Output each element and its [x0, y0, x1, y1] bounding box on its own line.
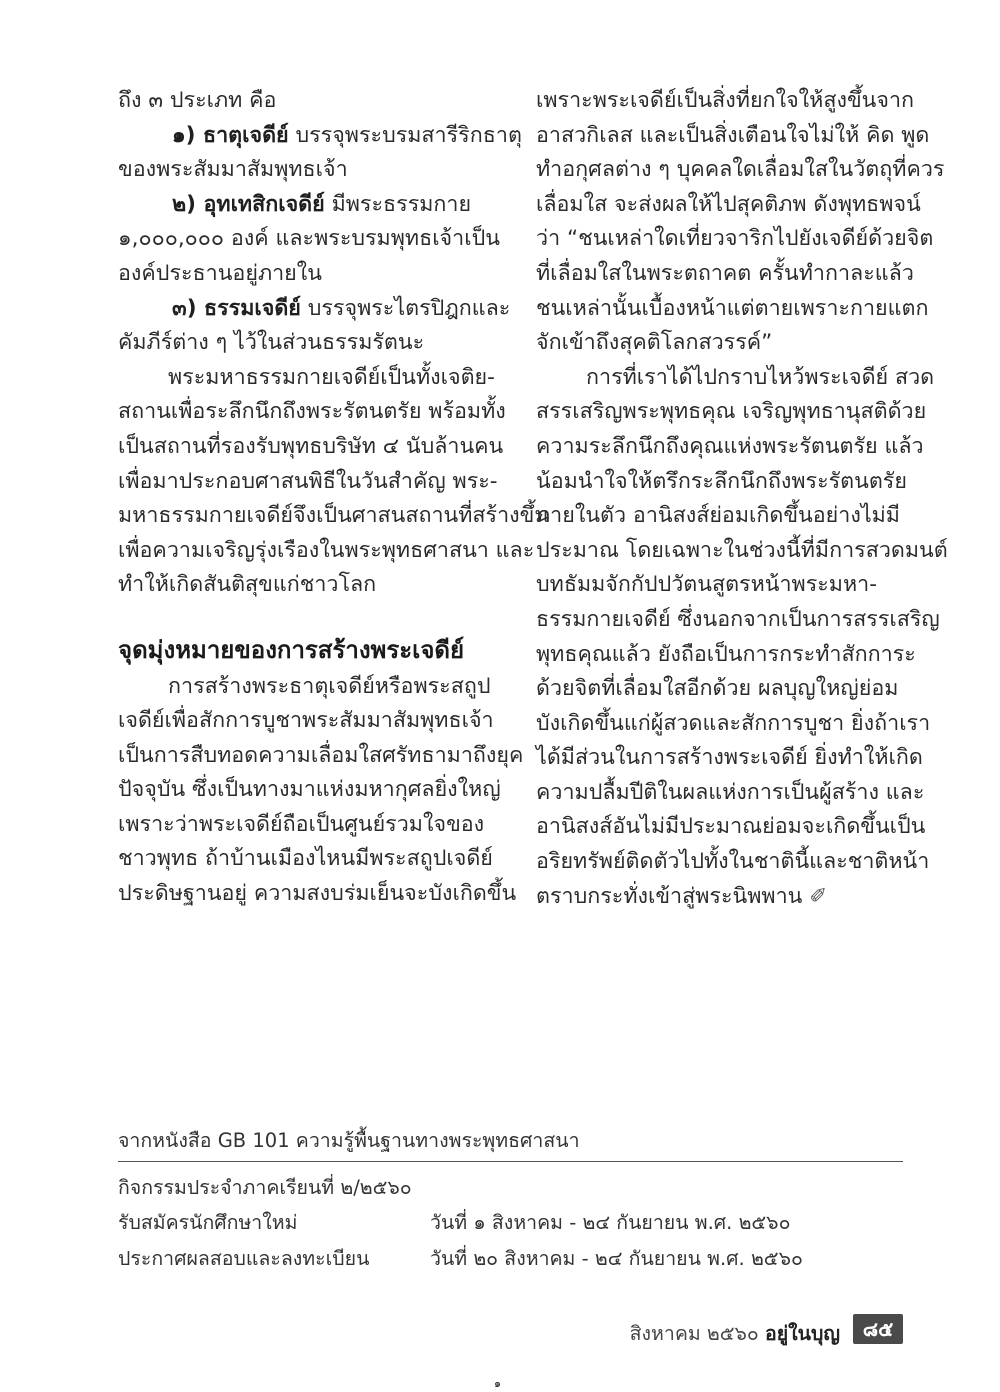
- paragraph-line: เพื่อความเจริญรุ่งเรืองในพระพุทธศาสนา และ: [118, 537, 535, 563]
- paragraph-line: บังเกิดขึ้นแก่ผู้สวดและสักการบูชา ยิ่งถ้าเรา: [536, 710, 931, 736]
- paragraph-line: เป็นสถานที่รองรับพุทธบริษัท ๔ นับล้านคน: [118, 433, 504, 459]
- paragraph-line: ชนเหล่านั้นเบื้องหน้าแต่ตายเพราะกายแตก: [536, 295, 929, 321]
- last-line-text: ตราบกระทั่งเข้าสู่พระนิพพาน: [536, 883, 803, 909]
- paragraph-line: น้อมนำใจให้ตรึกระลึกนึกถึงพระรัตนตรัย: [536, 468, 907, 494]
- activity-date: วันที่ ๒๐ สิงหาคม - ๒๔ กันยายน พ.ศ. ๒๕๖๐: [430, 1247, 803, 1270]
- paragraph-line: สรรเสริญพระพุทธคุณ เจริญพุทธานุสติด้วย: [536, 399, 927, 425]
- paragraph-line: ว่า “ชนเหล่าใดเที่ยวจาริกไปยังเจดีย์ด้วยจิต: [536, 226, 934, 252]
- paragraph-line: ชาวพุทธ ถ้าบ้านเมืองไหนมีพระสถูปเจดีย์: [118, 846, 493, 872]
- paragraph-line: ด้วยจิตที่เลื่อมใสอีกด้วย ผลบุญใหญ่ย่อม: [536, 676, 899, 702]
- paragraph-line: ทำให้เกิดสันติสุขแก่ชาวโลก: [118, 572, 377, 598]
- item-1-lead: ๑) ธาตุเจดีย์: [172, 122, 289, 148]
- paragraph-4: [536, 361, 948, 915]
- activity-row: [118, 1207, 791, 1238]
- paragraph-line: ประดิษฐานอยู่ ความสงบร่มเย็นจะบังเกิดขึ้น: [118, 881, 517, 907]
- paragraph-line: ปัจจุบัน ซึ่งเป็นทางมาแห่งมหากุศลยิ่งใหญ่: [118, 777, 501, 803]
- item-2-lead: ๒) อุทเทสิกเจดีย์: [172, 191, 325, 217]
- paragraph-line: เพื่อมาประกอบศาสนพิธีในวันสำคัญ พระ-: [118, 468, 498, 494]
- paragraph-line: มหาธรรมกายเจดีย์จึงเป็นศาสนสถานที่สร้างขึ้น: [118, 503, 550, 529]
- magazine-name: อยู่ในบุญ: [765, 1322, 840, 1345]
- paragraph-line: เลื่อมใส จะส่งผลให้ไปสุคติภพ ดังพุทธพจน์: [536, 191, 921, 217]
- paragraph-line: อานิสงส์อันไม่มีประมาณย่อมจะเกิดขึ้นเป็น: [536, 814, 926, 840]
- activity-date: วันที่ ๑ สิงหาคม - ๒๔ กันยายน พ.ศ. ๒๕๖๐: [430, 1211, 791, 1234]
- paragraph-line: ประมาณ โดยเฉพาะในช่วงนี้ที่มีการสวดมนต์: [536, 537, 948, 563]
- left-column: [118, 84, 550, 912]
- bottom-mark: ๑: [494, 1377, 501, 1390]
- paragraph-line-last: [536, 880, 906, 915]
- quill-end-icon: ✐: [809, 883, 828, 909]
- source-note: จากหนังสือ GB 101 ความรู้พื้นฐานทางพระพุทธศาสนา: [118, 1129, 580, 1152]
- item-2-text: มีพระธรรมกาย: [324, 191, 472, 217]
- paragraph-line: ธรรมกายเจดีย์ ซึ่งนอกจากเป็นการสรรเสริญ: [536, 606, 940, 632]
- item-1-continuation: ของพระสัมมาสัมพุทธเจ้า: [118, 157, 348, 183]
- paragraph-3: [536, 84, 945, 361]
- activity-label: ประกาศผลสอบและลงทะเบียน: [118, 1247, 370, 1270]
- paragraph-line: เป็นการสืบทอดความเลื่อมใสศรัทธามาถึงยุค: [118, 742, 524, 768]
- paragraph-1: [118, 361, 550, 603]
- intro-line: ถึง ๓ ประเภท คือ: [118, 88, 277, 113]
- item-3-continuation: คัมภีร์ต่าง ๆ ไว้ในส่วนธรรมรัตนะ: [118, 330, 425, 356]
- paragraph-line: เพราะพระเจดีย์เป็นสิ่งที่ยกใจให้สูงขึ้นจาก: [536, 88, 915, 113]
- paragraph-line: อาสวกิเลส และเป็นสิ่งเตือนใจไม่ให้ คิด พูด: [536, 122, 930, 148]
- paragraph-line: การสร้างพระธาตุเจดีย์หรือพระสถูป: [168, 673, 491, 699]
- list-item-3: [118, 292, 511, 327]
- paragraph-line: สถานเพื่อระลึกนึกถึงพระรัตนตรัย พร้อมทั้ง: [118, 399, 506, 425]
- item-1-text: บรรจุพระบรมสารีริกธาตุ: [288, 122, 522, 148]
- paragraph-line: ความระลึกนึกถึงคุณแห่งพระรัตนตรัย แล้ว: [536, 433, 924, 459]
- paragraph-line: ความปลื้มปีติในผลแห่งการเป็นผู้สร้าง และ: [536, 779, 925, 805]
- paragraph-line: บทธัมมจักกัปปวัตนสูตรหน้าพระมหา-: [536, 572, 877, 598]
- paragraph-line: เพราะว่าพระเจดีย์ถือเป็นศูนย์รวมใจของ: [118, 811, 485, 837]
- item-2-continuation-1: ๑,๐๐๐,๐๐๐ องค์ และพระบรมพุทธเจ้าเป็น: [118, 226, 500, 252]
- right-column: [536, 84, 948, 914]
- paragraph-line: ภายในตัว อานิสงส์ย่อมเกิดขึ้นอย่างไม่มี: [536, 503, 900, 529]
- activity-title: กิจกรรมประจำภาคเรียนที่ ๒/๒๕๖๐: [118, 1176, 412, 1199]
- list-item-2: [118, 188, 498, 223]
- paragraph-line: อริยทรัพย์ติดตัวไปทั้งในชาตินี้และชาติหน้า: [536, 849, 930, 875]
- paragraph-line: ทำอกุศลต่าง ๆ บุคคลใดเลื่อมใสในวัตถุที่ควร: [536, 157, 945, 183]
- issue-date: สิงหาคม ๒๕๖๐: [629, 1322, 759, 1345]
- footer-issue: [630, 1318, 840, 1349]
- list-item-1: [118, 119, 522, 154]
- item-2-continuation-2: องค์ประธานอยู่ภายใน: [118, 260, 322, 286]
- paragraph-2: [118, 670, 524, 912]
- section-heading: จุดมุ่งหมายของการสร้างพระเจดีย์: [118, 635, 465, 664]
- item-3-lead: ๓) ธรรมเจดีย์: [172, 295, 301, 321]
- paragraph-line: การที่เราได้ไปกราบไหว้พระเจดีย์ สวด: [586, 364, 935, 390]
- paragraph-line: จักเข้าถึงสุคติโลกสวรรค์”: [536, 330, 773, 356]
- activity-row: [118, 1243, 803, 1274]
- activity-label: รับสมัครนักศึกษาใหม่: [118, 1211, 298, 1234]
- paragraph-line: พระมหาธรรมกายเจดีย์เป็นทั้งเจติย-: [168, 364, 495, 390]
- paragraph-line: พุทธคุณแล้ว ยังถือเป็นการกระทำสักการะ: [536, 641, 916, 667]
- divider: [118, 1161, 903, 1162]
- page-number-badge: ๘๕: [853, 1314, 903, 1344]
- paragraph-line: เจดีย์เพื่อสักการบูชาพระสัมมาสัมพุทธเจ้า: [118, 708, 494, 734]
- paragraph-line: ได้มีส่วนในการสร้างพระเจดีย์ ยิ่งทำให้เกิด: [536, 745, 923, 771]
- paragraph-line: ที่เลื่อมใสในพระตถาคต ครั้นทำกาละแล้ว: [536, 260, 914, 286]
- item-3-text: บรรจุพระไตรปิฎกและ: [300, 295, 511, 321]
